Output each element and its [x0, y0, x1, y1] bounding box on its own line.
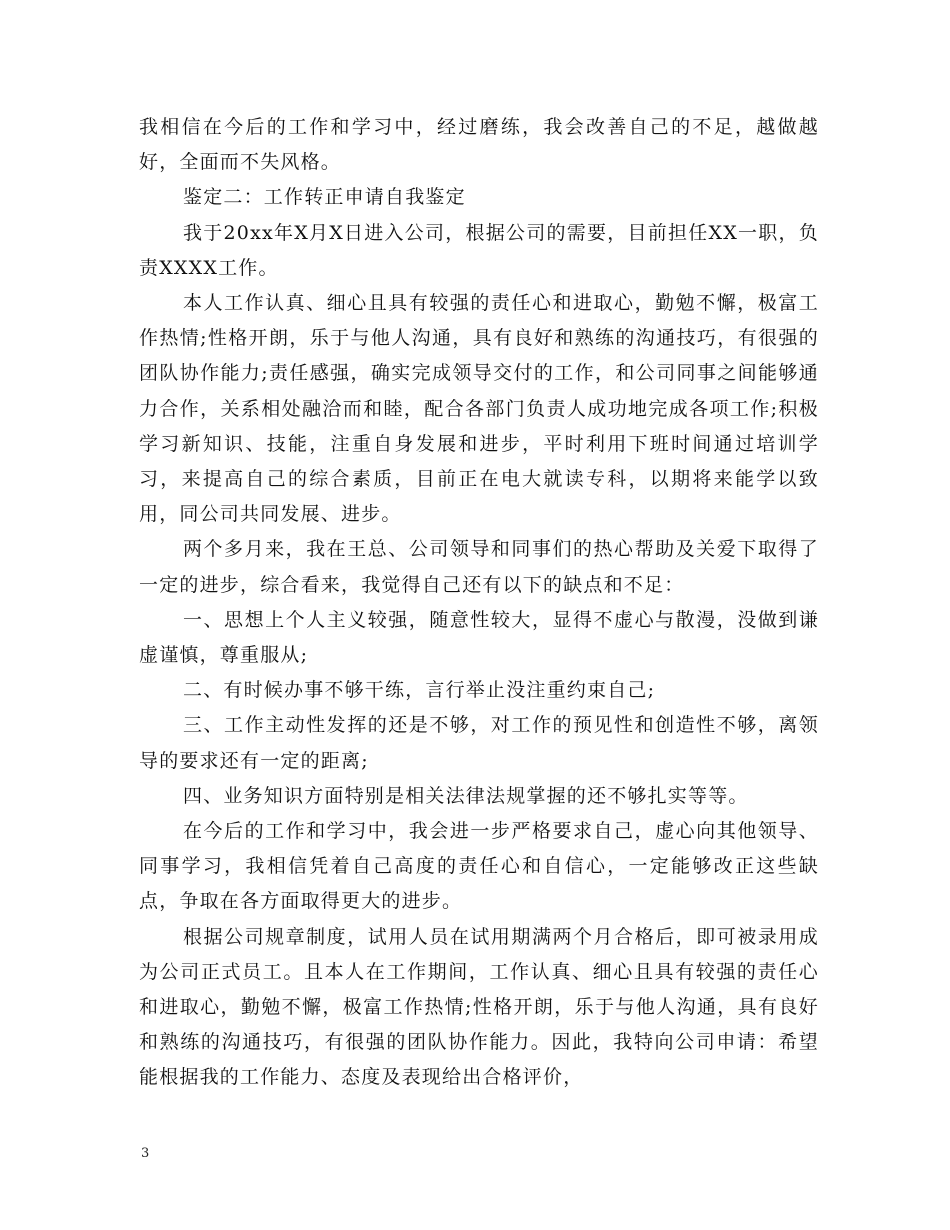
list-item: 四、业务知识方面特别是相关法律法规掌握的还不够扎实等等。 — [183, 784, 749, 807]
list-item: 三、工作主动性发挥的还是不够，对工作的预见性和创造性不够，离领导的要求还有一定的距离; — [139, 714, 819, 772]
document-body — [139, 110, 819, 1096]
section-heading: 鉴定二：工作转正申请自我鉴定 — [183, 186, 466, 209]
paragraph: 根据公司规章制度，试用人员在试用期满两个月合格后，即可被录用成为公司正式员工。且本人在工作期间，工作认真、细心且具有较强的责任心和进取心，勤勉不懈，极富工作热情;性格开朗，乐于与他人沟通，具有良好和熟练的沟通技巧，有很强的团队协作能力。因此，我特向公司申请：希望能根据我的工作能力、态度及表现给出合格评价， — [139, 925, 819, 1089]
paragraph: 两个多月来，我在王总、公司领导和同事们的热心帮助及关爱下取得了一定的进步，综合看来，我觉得自己还有以下的缺点和不足： — [139, 538, 819, 596]
paragraph: 我于20xx年X月X日进入公司，根据公司的需要，目前担任XX一职，负责XXXX工作。 — [139, 221, 819, 279]
list-item: 一、思想上个人主义较强，随意性较大，显得不虚心与散漫，没做到谦虚谨慎，尊重服从; — [139, 608, 819, 667]
list-item: 二、有时候办事不够干练，言行举止没注重约束自己; — [183, 679, 656, 702]
paragraph: 我相信在今后的工作和学习中，经过磨练，我会改善自己的不足，越做越好，全面而不失风格。 — [139, 116, 819, 174]
paragraph: 本人工作认真、细心且具有较强的责任心和进取心，勤勉不懈，极富工作热情;性格开朗，乐于与他人沟通，具有良好和熟练的沟通技巧，有很强的团队协作能力;责任感强，确实完成领导交付的工作，和公司同事之间能够通力合作，关系相处融洽而和睦，配合各部门负责人成功地完成各项工作;积极学习新知识、技能，注重自身发展和进步，平时利用下班时间通过培训学习，来提高自己的综合素质，目前正在电大就读专科，以期将来能学以致用，同公司共同发展、进步。 — [139, 292, 819, 526]
paragraph: 在今后的工作和学习中，我会进一步严格要求自己，虚心向其他领导、同事学习，我相信凭着自己高度的责任心和自信心，一定能够改正这些缺点，争取在各方面取得更大的进步。 — [139, 820, 819, 913]
page-number: 3 — [141, 1146, 150, 1161]
